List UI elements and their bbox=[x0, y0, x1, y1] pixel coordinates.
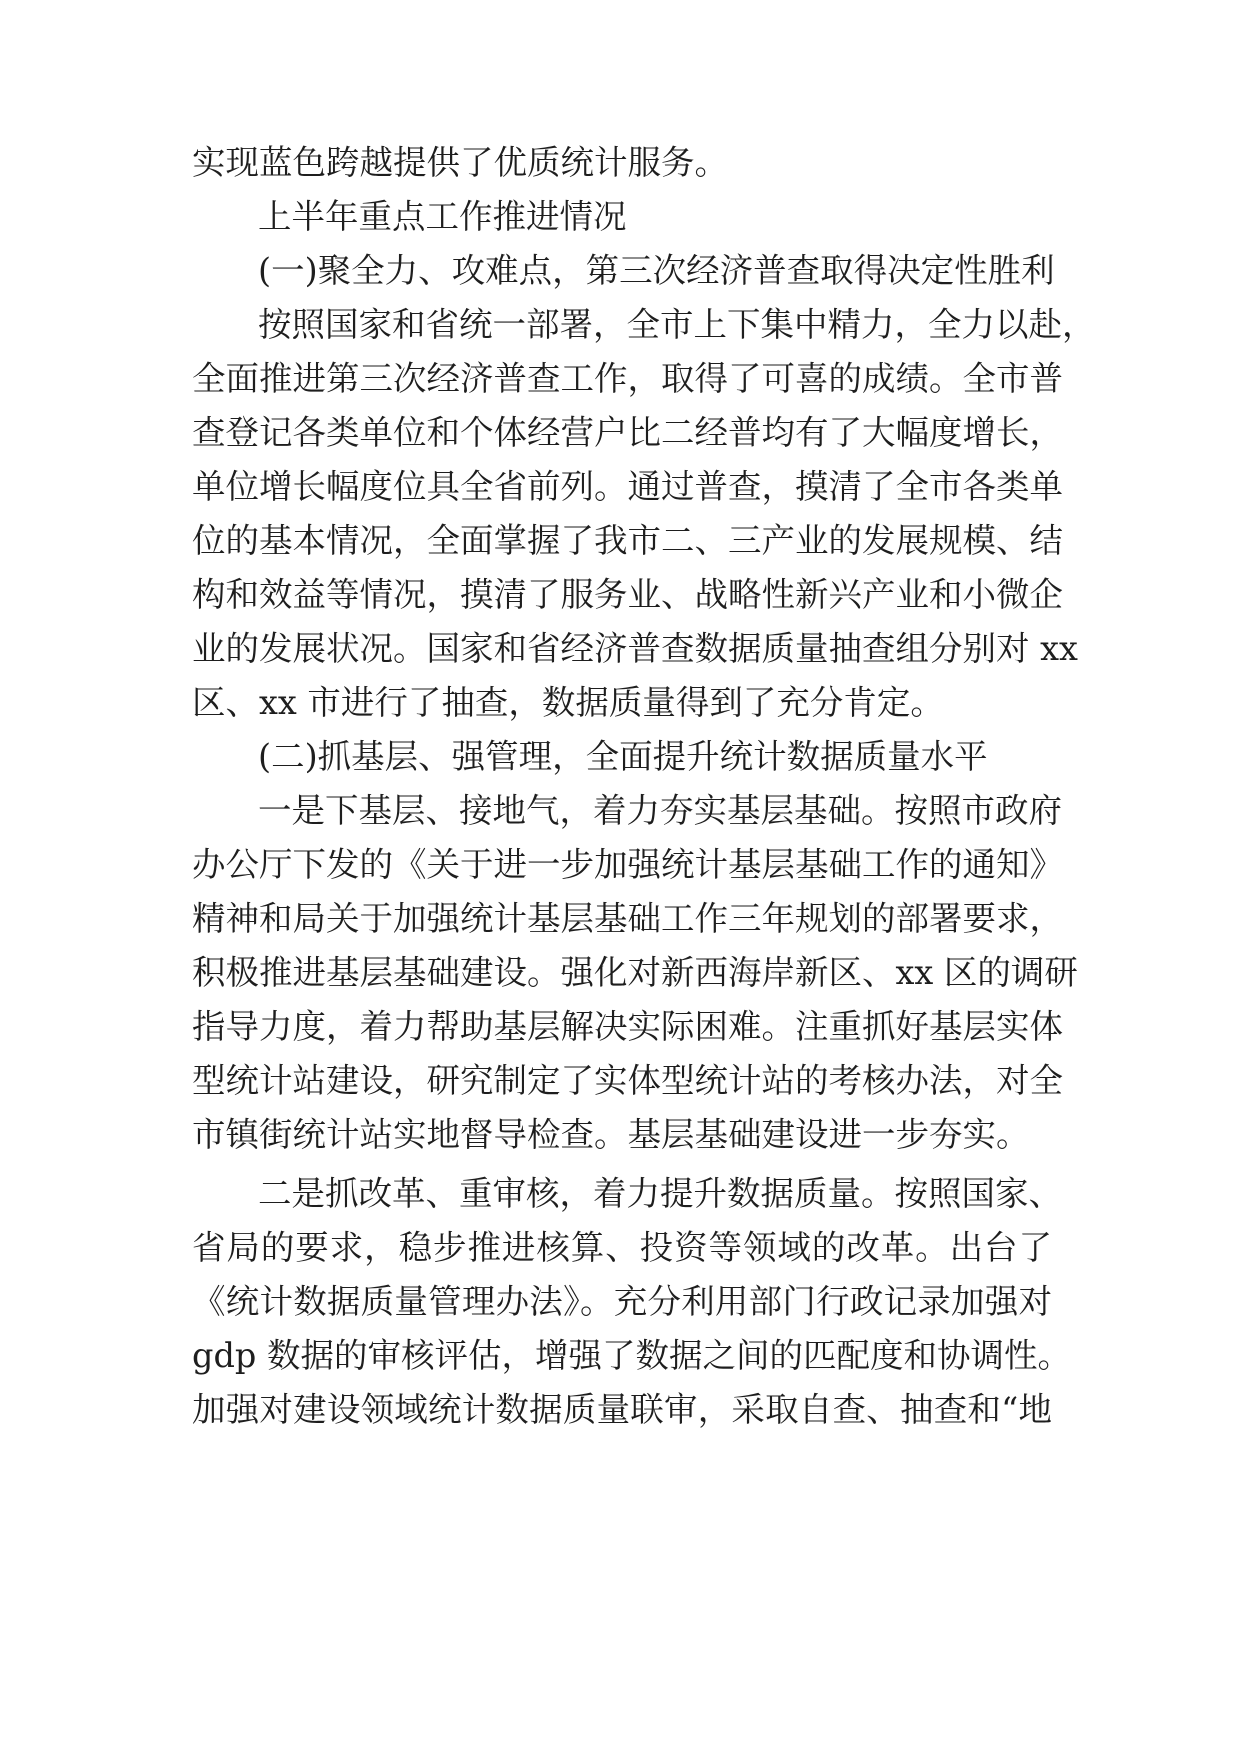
paragraph-line: 一是下基层、接地气，着力夯实基层基础。按照市政府 bbox=[258, 791, 1062, 830]
subsection-heading: (二)抓基层、强管理，全面提升统计数据质量水平 bbox=[258, 737, 988, 776]
paragraph-line: 加强对建设领域统计数据质量联审，采取自查、抽查和“地 bbox=[192, 1390, 1052, 1429]
paragraph-line: 型统计站建设，研究制定了实体型统计站的考核办法，对全 bbox=[192, 1061, 1063, 1100]
paragraph-line: 业的发展状况。国家和省经济普查数据质量抽查组分别对 xx bbox=[192, 629, 1078, 668]
subsection-heading: (一)聚全力、攻难点，第三次经济普查取得决定性胜利 bbox=[258, 251, 1055, 290]
paragraph-line: 查登记各类单位和个体经营户比二经普均有了大幅度增长， bbox=[192, 413, 1063, 452]
paragraph-line: 按照国家和省统一部署，全市上下集中精力，全力以赴， bbox=[258, 305, 1096, 344]
paragraph-line: gdp 数据的审核评估，增强了数据之间的匹配度和协调性。 bbox=[192, 1336, 1071, 1375]
section-heading: 上半年重点工作推进情况 bbox=[258, 197, 627, 236]
paragraph-line: 区、xx 市进行了抽查，数据质量得到了充分肯定。 bbox=[192, 683, 944, 722]
paragraph-line: 省局的要求，稳步推进核算、投资等领域的改革。出台了 bbox=[192, 1228, 1052, 1267]
paragraph-line: 指导力度，着力帮助基层解决实际困难。注重抓好基层实体 bbox=[192, 1007, 1063, 1046]
paragraph-line: 《统计数据质量管理办法》。充分利用部门行政记录加强对 bbox=[192, 1282, 1052, 1321]
paragraph-line: 办公厅下发的《关于进一步加强统计基层基础工作的通知》 bbox=[192, 845, 1063, 884]
paragraph-line: 实现蓝色跨越提供了优质统计服务。 bbox=[192, 143, 728, 182]
paragraph-line: 市镇街统计站实地督导检查。基层基础建设进一步夯实。 bbox=[192, 1115, 1030, 1154]
paragraph-line: 单位增长幅度位具全省前列。通过普查，摸清了全市各类单 bbox=[192, 467, 1063, 506]
paragraph-line: 积极推进基层基础建设。强化对新西海岸新区、xx 区的调研 bbox=[192, 953, 1078, 992]
paragraph-line: 二是抓改革、重审核，着力提升数据质量。按照国家、 bbox=[258, 1174, 1062, 1213]
paragraph-line: 位的基本情况，全面掌握了我市二、三产业的发展规模、结 bbox=[192, 521, 1063, 560]
paragraph-line: 全面推进第三次经济普查工作，取得了可喜的成绩。全市普 bbox=[192, 359, 1063, 398]
paragraph-line: 构和效益等情况，摸清了服务业、战略性新兴产业和小微企 bbox=[192, 575, 1063, 614]
paragraph-line: 精神和局关于加强统计基层基础工作三年规划的部署要求， bbox=[192, 899, 1063, 938]
